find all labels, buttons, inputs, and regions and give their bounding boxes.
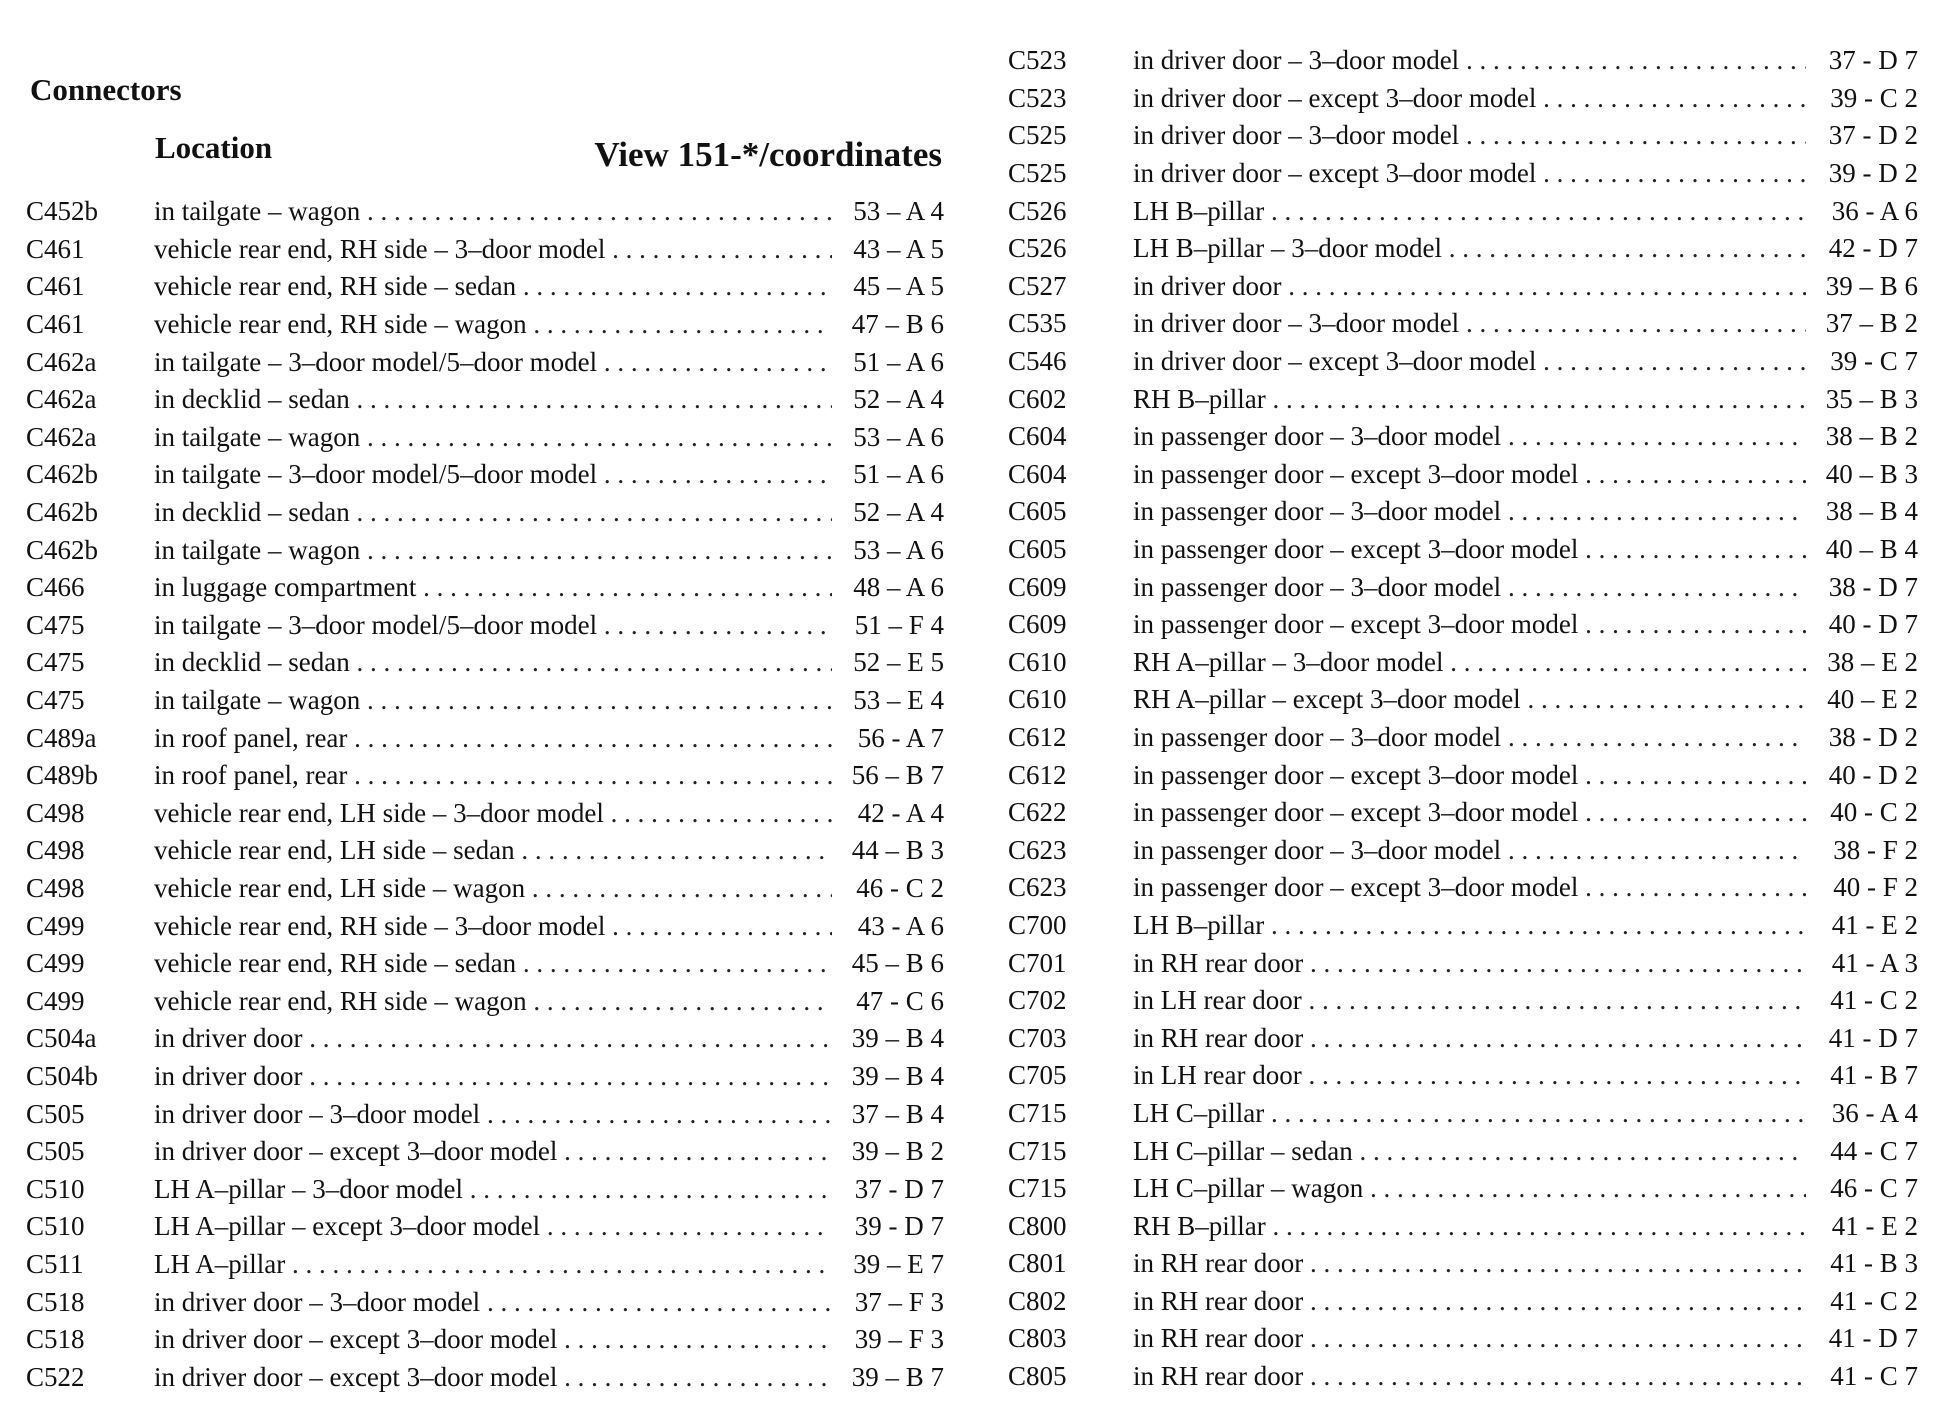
- connector-location: in RH rear door . . .: [1133, 1323, 1806, 1354]
- view-coordinates: 46 - C 2: [856, 872, 944, 903]
- connector-code: C499: [26, 948, 85, 979]
- connector-code: C489b: [26, 760, 99, 791]
- connector-location: RH B–pillar . . .: [1133, 1211, 1806, 1242]
- connector-code: C612: [1008, 759, 1067, 790]
- view-coordinates: 46 - C 7: [1830, 1173, 1918, 1204]
- connector-location: in LH rear door . . .: [1133, 985, 1806, 1016]
- view-coordinates: 45 – B 6: [851, 948, 944, 979]
- connector-location: in RH rear door . . .: [1133, 1361, 1806, 1392]
- view-coordinates: 52 – A 4: [853, 497, 944, 528]
- connector-list-right-column: [1008, 42, 1918, 1395]
- view-coordinates: 36 - A 6: [1831, 195, 1918, 226]
- connector-location: in RH rear door . . .: [1133, 948, 1806, 979]
- connector-code: C523: [1008, 45, 1067, 76]
- view-coordinates: 38 - D 2: [1828, 721, 1918, 752]
- view-coordinates: 40 - C 2: [1830, 797, 1918, 828]
- view-coordinates: 53 – A 4: [853, 196, 944, 227]
- connector-row: [1008, 192, 1918, 230]
- connector-row: [1008, 117, 1918, 155]
- connector-row: [26, 1058, 944, 1096]
- connector-code: C715: [1008, 1135, 1067, 1166]
- connector-location: LH A–pillar – except 3–door model . . .: [154, 1211, 832, 1242]
- connector-row: [26, 456, 944, 494]
- connector-row: [1008, 230, 1918, 268]
- connector-code: C623: [1008, 872, 1067, 903]
- connector-row: [26, 231, 944, 269]
- connector-location: in driver door – 3–door model . . .: [1133, 308, 1806, 339]
- connector-row: [1008, 1057, 1918, 1095]
- connector-location: LH B–pillar . . .: [1133, 910, 1806, 941]
- view-coordinates: 40 - D 7: [1828, 609, 1918, 640]
- connector-code: C604: [1008, 458, 1067, 489]
- view-coordinates: 39 - C 7: [1830, 346, 1918, 377]
- connector-location: in tailgate – wagon . . .: [154, 196, 832, 227]
- connector-location: vehicle rear end, RH side – sedan . . .: [154, 271, 832, 302]
- connector-location: in decklid – sedan . . .: [154, 384, 832, 415]
- connector-row: [1008, 343, 1918, 381]
- connector-code: C498: [26, 872, 85, 903]
- connector-code: C801: [1008, 1248, 1067, 1279]
- connector-location: in passenger door – 3–door model . . .: [1133, 496, 1806, 527]
- view-coordinates: 41 - A 3: [1831, 947, 1918, 978]
- connector-location: in driver door – except 3–door model . . .: [154, 1324, 832, 1355]
- connector-row: [1008, 794, 1918, 832]
- connector-code: C505: [26, 1098, 85, 1129]
- connector-location: in passenger door – except 3–door model . . .: [1133, 534, 1806, 565]
- connector-row: [1008, 1320, 1918, 1358]
- view-coordinates: 42 - D 7: [1828, 233, 1918, 264]
- connector-location: LH A–pillar . . .: [154, 1249, 832, 1280]
- connector-code: C605: [1008, 496, 1067, 527]
- connector-code: C800: [1008, 1210, 1067, 1241]
- connector-row: [1008, 1095, 1918, 1133]
- connector-location: in tailgate – wagon . . .: [154, 422, 832, 453]
- view-coordinates: 39 – B 4: [851, 1023, 944, 1054]
- connector-code: C505: [26, 1136, 85, 1167]
- connector-row: [26, 381, 944, 419]
- view-coordinates: 39 - D 2: [1828, 158, 1918, 189]
- connector-code: C525: [1008, 120, 1067, 151]
- connector-code: C715: [1008, 1097, 1067, 1128]
- connector-location: in decklid – sedan . . .: [154, 497, 832, 528]
- view-coordinates: 41 - C 2: [1830, 985, 1918, 1016]
- connector-code: C802: [1008, 1285, 1067, 1316]
- connector-location: RH B–pillar . . .: [1133, 384, 1806, 415]
- view-coordinates: 39 – B 6: [1825, 270, 1918, 301]
- view-coordinates: 53 – A 6: [853, 534, 944, 565]
- connector-row: [1008, 456, 1918, 494]
- connector-location: in driver door – 3–door model . . .: [1133, 120, 1806, 151]
- connector-row: [1008, 531, 1918, 569]
- view-coordinates: 48 – A 6: [853, 572, 944, 603]
- connector-location: vehicle rear end, LH side – sedan . . .: [154, 835, 832, 866]
- connector-row: [1008, 719, 1918, 757]
- view-coordinates: 56 - A 7: [857, 722, 944, 753]
- connector-location: vehicle rear end, RH side – wagon . . .: [154, 309, 832, 340]
- connector-row: [1008, 1358, 1918, 1396]
- connector-row: [26, 1283, 944, 1321]
- connector-location: in RH rear door . . .: [1133, 1248, 1806, 1279]
- connector-location: in passenger door – 3–door model . . .: [1133, 722, 1806, 753]
- connector-row: [26, 719, 944, 757]
- connector-location: in driver door – 3–door model . . .: [154, 1099, 832, 1130]
- view-coordinates: 38 – B 2: [1825, 421, 1918, 452]
- connector-row: [1008, 568, 1918, 606]
- connector-location: in driver door – except 3–door model . . .: [1133, 83, 1806, 114]
- connector-location: in tailgate – 3–door model/5–door model . . .: [154, 347, 832, 378]
- connector-row: [1008, 155, 1918, 193]
- connector-code: C701: [1008, 947, 1067, 978]
- connector-row: [1008, 907, 1918, 945]
- connector-location: in driver door – 3–door model . . .: [1133, 45, 1806, 76]
- connector-code: C462a: [26, 384, 97, 415]
- connector-row: [26, 607, 944, 645]
- view-coordinates: 37 – B 2: [1825, 308, 1918, 339]
- page-title: Connectors: [30, 72, 182, 107]
- connector-row: [26, 870, 944, 908]
- connector-code: C461: [26, 271, 85, 302]
- connector-code: C610: [1008, 684, 1067, 715]
- connector-code: C462a: [26, 421, 97, 452]
- connector-location: in LH rear door . . .: [1133, 1060, 1806, 1091]
- view-coordinates: 39 – F 3: [854, 1324, 944, 1355]
- view-coordinates: 41 - D 7: [1828, 1323, 1918, 1354]
- connector-row: [26, 268, 944, 306]
- view-coordinates: 53 – E 4: [853, 685, 944, 716]
- view-coordinates: 39 - C 2: [1830, 82, 1918, 113]
- view-coordinates: 45 – A 5: [853, 271, 944, 302]
- view-coordinates: 38 – B 4: [1825, 496, 1918, 527]
- connector-location: in passenger door – except 3–door model . . .: [1133, 872, 1806, 903]
- view-coordinates: 44 - C 7: [1830, 1135, 1918, 1166]
- connector-location: in driver door – except 3–door model . . .: [154, 1362, 832, 1393]
- view-coordinates: 40 - F 2: [1833, 872, 1918, 903]
- connector-row: [26, 682, 944, 720]
- connector-code: C462b: [26, 459, 99, 490]
- view-coordinates: 39 – B 7: [851, 1361, 944, 1392]
- connector-code: C609: [1008, 609, 1067, 640]
- connector-row: [1008, 1283, 1918, 1321]
- view-coordinates: 38 - D 7: [1828, 571, 1918, 602]
- connector-code: C452b: [26, 196, 99, 227]
- connector-location: vehicle rear end, RH side – 3–door model . . .: [154, 234, 832, 265]
- connector-list-left-column: [26, 193, 944, 1396]
- connector-row: [26, 1020, 944, 1058]
- connector-row: [1008, 644, 1918, 682]
- connector-code: C605: [1008, 534, 1067, 565]
- connector-row: [1008, 42, 1918, 80]
- connector-code: C498: [26, 797, 85, 828]
- connector-location: vehicle rear end, LH side – 3–door model . . .: [154, 798, 832, 829]
- connector-row: [1008, 1019, 1918, 1057]
- connector-location: in roof panel, rear . . .: [154, 723, 832, 754]
- connector-row: [1008, 418, 1918, 456]
- view-coordinates: 37 - D 7: [854, 1173, 944, 1204]
- connector-code: C527: [1008, 270, 1067, 301]
- connector-row: [26, 832, 944, 870]
- connector-location: in tailgate – wagon . . .: [154, 535, 832, 566]
- connector-location: in passenger door – 3–door model . . .: [1133, 572, 1806, 603]
- connector-location: in decklid – sedan . . .: [154, 647, 832, 678]
- connector-row: [26, 193, 944, 231]
- view-coordinates: 53 – A 6: [853, 421, 944, 452]
- connector-location: in roof panel, rear . . .: [154, 760, 832, 791]
- connector-code: C499: [26, 985, 85, 1016]
- connector-row: [26, 1095, 944, 1133]
- view-coordinates: 43 - A 6: [857, 910, 944, 941]
- view-coordinates: 36 - A 4: [1831, 1097, 1918, 1128]
- connector-location: in driver door . . .: [1133, 271, 1806, 302]
- connector-row: [1008, 1207, 1918, 1245]
- view-coordinates: 41 - D 7: [1828, 1022, 1918, 1053]
- connector-row: [26, 306, 944, 344]
- view-coordinates: 40 – B 4: [1825, 534, 1918, 565]
- connector-location: vehicle rear end, RH side – wagon . . .: [154, 986, 832, 1017]
- view-coordinates: 39 – B 4: [851, 1060, 944, 1091]
- connector-row: [26, 569, 944, 607]
- connector-code: C462b: [26, 534, 99, 565]
- connector-row: [26, 982, 944, 1020]
- view-coordinates: 38 – E 2: [1827, 646, 1918, 677]
- view-coordinates: 41 - B 7: [1830, 1060, 1918, 1091]
- connector-location: in luggage compartment . . .: [154, 572, 832, 603]
- connector-code: C511: [26, 1248, 84, 1279]
- view-coordinates: 37 - D 2: [1828, 120, 1918, 151]
- location-column-header: Location: [155, 130, 273, 165]
- connector-code: C461: [26, 233, 85, 264]
- view-coordinates: 41 - C 7: [1830, 1361, 1918, 1392]
- view-coordinates: 42 - A 4: [857, 797, 944, 828]
- connector-code: C466: [26, 572, 85, 603]
- view-coordinates: 39 - D 7: [854, 1211, 944, 1242]
- connector-code: C498: [26, 835, 85, 866]
- connector-row: [1008, 756, 1918, 794]
- connector-location: in driver door – except 3–door model . . .: [1133, 346, 1806, 377]
- connector-location: in passenger door – except 3–door model . . .: [1133, 459, 1806, 490]
- connector-code: C535: [1008, 308, 1067, 339]
- connector-row: [26, 907, 944, 945]
- connector-location: RH A–pillar – except 3–door model . . .: [1133, 684, 1806, 715]
- connector-location: in driver door – except 3–door model . . .: [1133, 158, 1806, 189]
- connector-code: C623: [1008, 834, 1067, 865]
- connector-location: in tailgate – 3–door model/5–door model . . .: [154, 610, 832, 641]
- connector-row: [26, 1246, 944, 1284]
- view-coordinates: 41 - B 3: [1830, 1248, 1918, 1279]
- connector-code: C475: [26, 609, 85, 640]
- connector-row: [26, 1170, 944, 1208]
- connector-location: in passenger door – except 3–door model . . .: [1133, 797, 1806, 828]
- connector-code: C522: [26, 1361, 85, 1392]
- view-coordinates: 41 - E 2: [1831, 1210, 1918, 1241]
- view-coordinates: 51 – F 4: [854, 609, 944, 640]
- connector-row: [1008, 1132, 1918, 1170]
- connector-code: C622: [1008, 797, 1067, 828]
- view-coordinates: 51 – A 6: [853, 459, 944, 490]
- connector-row: [26, 1358, 944, 1396]
- connector-row: [1008, 380, 1918, 418]
- connector-row: [1008, 1170, 1918, 1208]
- connector-row: [26, 343, 944, 381]
- connector-code: C461: [26, 309, 85, 340]
- connector-location: in driver door – 3–door model . . .: [154, 1287, 832, 1318]
- connector-location: in RH rear door . . .: [1133, 1023, 1806, 1054]
- view-coordinates: 41 - E 2: [1831, 909, 1918, 940]
- connector-code: C510: [26, 1173, 85, 1204]
- connector-code: C518: [26, 1324, 85, 1355]
- view-coordinates: 41 - C 2: [1830, 1285, 1918, 1316]
- connector-location: in driver door . . .: [154, 1023, 832, 1054]
- connector-code: C510: [26, 1211, 85, 1242]
- connector-row: [1008, 869, 1918, 907]
- view-coordinates-column-header: View 151-*/coordinates: [594, 135, 942, 174]
- connector-code: C546: [1008, 346, 1067, 377]
- view-coordinates: 52 – E 5: [853, 647, 944, 678]
- view-coordinates: 44 – B 3: [851, 835, 944, 866]
- connector-row: [1008, 80, 1918, 118]
- connector-code: C715: [1008, 1173, 1067, 1204]
- connector-location: LH C–pillar . . .: [1133, 1098, 1806, 1129]
- connector-code: C610: [1008, 646, 1067, 677]
- connector-code: C609: [1008, 571, 1067, 602]
- connector-location: LH B–pillar . . .: [1133, 196, 1806, 227]
- connector-row: [26, 419, 944, 457]
- connector-code: C499: [26, 910, 85, 941]
- connector-row: [1008, 493, 1918, 531]
- connector-row: [26, 494, 944, 532]
- connector-code: C702: [1008, 985, 1067, 1016]
- view-coordinates: 51 – A 6: [853, 346, 944, 377]
- connector-location: in tailgate – 3–door model/5–door model . . .: [154, 459, 832, 490]
- connector-row: [26, 531, 944, 569]
- connector-row: [26, 1208, 944, 1246]
- view-coordinates: 35 – B 3: [1825, 383, 1918, 414]
- connector-row: [26, 795, 944, 833]
- connector-row: [1008, 1245, 1918, 1283]
- connector-code: C504b: [26, 1060, 99, 1091]
- connector-code: C705: [1008, 1060, 1067, 1091]
- connector-row: [26, 644, 944, 682]
- view-coordinates: 37 - D 7: [1828, 45, 1918, 76]
- connector-location: RH A–pillar – 3–door model . . .: [1133, 647, 1806, 678]
- connector-code: C462a: [26, 346, 97, 377]
- connector-code: C700: [1008, 909, 1067, 940]
- view-coordinates: 37 – B 4: [851, 1098, 944, 1129]
- view-coordinates: 52 – A 4: [853, 384, 944, 415]
- connector-location: vehicle rear end, RH side – sedan . . .: [154, 948, 832, 979]
- connector-code: C475: [26, 685, 85, 716]
- connector-code: C504a: [26, 1023, 97, 1054]
- connector-location: in driver door – except 3–door model . . .: [154, 1136, 832, 1167]
- connector-code: C526: [1008, 233, 1067, 264]
- view-coordinates: 39 – E 7: [853, 1248, 944, 1279]
- view-coordinates: 40 – B 3: [1825, 458, 1918, 489]
- connector-row: [26, 757, 944, 795]
- connector-row: [26, 1321, 944, 1359]
- connector-location: in tailgate – wagon . . .: [154, 685, 832, 716]
- view-coordinates: 37 – F 3: [854, 1286, 944, 1317]
- view-coordinates: 47 - C 6: [856, 985, 944, 1016]
- connector-location: vehicle rear end, LH side – wagon . . .: [154, 873, 832, 904]
- connector-code: C462b: [26, 497, 99, 528]
- connector-location: in passenger door – except 3–door model . . .: [1133, 609, 1806, 640]
- view-coordinates: 43 – A 5: [853, 233, 944, 264]
- connector-location: in RH rear door . . .: [1133, 1286, 1806, 1317]
- connector-location: LH A–pillar – 3–door model . . .: [154, 1174, 832, 1205]
- connector-code: C604: [1008, 421, 1067, 452]
- connector-code: C489a: [26, 722, 97, 753]
- connector-location: in driver door . . .: [154, 1061, 832, 1092]
- connector-row: [1008, 831, 1918, 869]
- connector-code: C475: [26, 647, 85, 678]
- connector-row: [1008, 268, 1918, 306]
- connector-row: [26, 945, 944, 983]
- connector-row: [1008, 681, 1918, 719]
- connector-row: [1008, 944, 1918, 982]
- view-coordinates: 39 – B 2: [851, 1136, 944, 1167]
- connector-code: C523: [1008, 82, 1067, 113]
- connector-location: LH B–pillar – 3–door model . . .: [1133, 233, 1806, 264]
- connector-code: C602: [1008, 383, 1067, 414]
- connector-code: C525: [1008, 158, 1067, 189]
- view-coordinates: 40 - D 2: [1828, 759, 1918, 790]
- connector-row: [26, 1133, 944, 1171]
- connector-code: C612: [1008, 721, 1067, 752]
- connector-code: C703: [1008, 1022, 1067, 1053]
- connector-location: in passenger door – 3–door model . . .: [1133, 835, 1806, 866]
- connector-location: vehicle rear end, RH side – 3–door model . . .: [154, 911, 832, 942]
- view-coordinates: 38 - F 2: [1833, 834, 1918, 865]
- connector-code: C805: [1008, 1361, 1067, 1392]
- connector-row: [1008, 606, 1918, 644]
- connector-location: in passenger door – 3–door model . . .: [1133, 421, 1806, 452]
- view-coordinates: 47 – B 6: [851, 309, 944, 340]
- connector-location: LH C–pillar – wagon . . .: [1133, 1173, 1806, 1204]
- view-coordinates: 56 – B 7: [851, 760, 944, 791]
- view-coordinates: 40 – E 2: [1827, 684, 1918, 715]
- connector-code: C518: [26, 1286, 85, 1317]
- connector-location: LH C–pillar – sedan . . .: [1133, 1136, 1806, 1167]
- connector-location: in passenger door – except 3–door model . . .: [1133, 760, 1806, 791]
- connector-code: C803: [1008, 1323, 1067, 1354]
- connector-row: [1008, 305, 1918, 343]
- connector-row: [1008, 982, 1918, 1020]
- connector-code: C526: [1008, 195, 1067, 226]
